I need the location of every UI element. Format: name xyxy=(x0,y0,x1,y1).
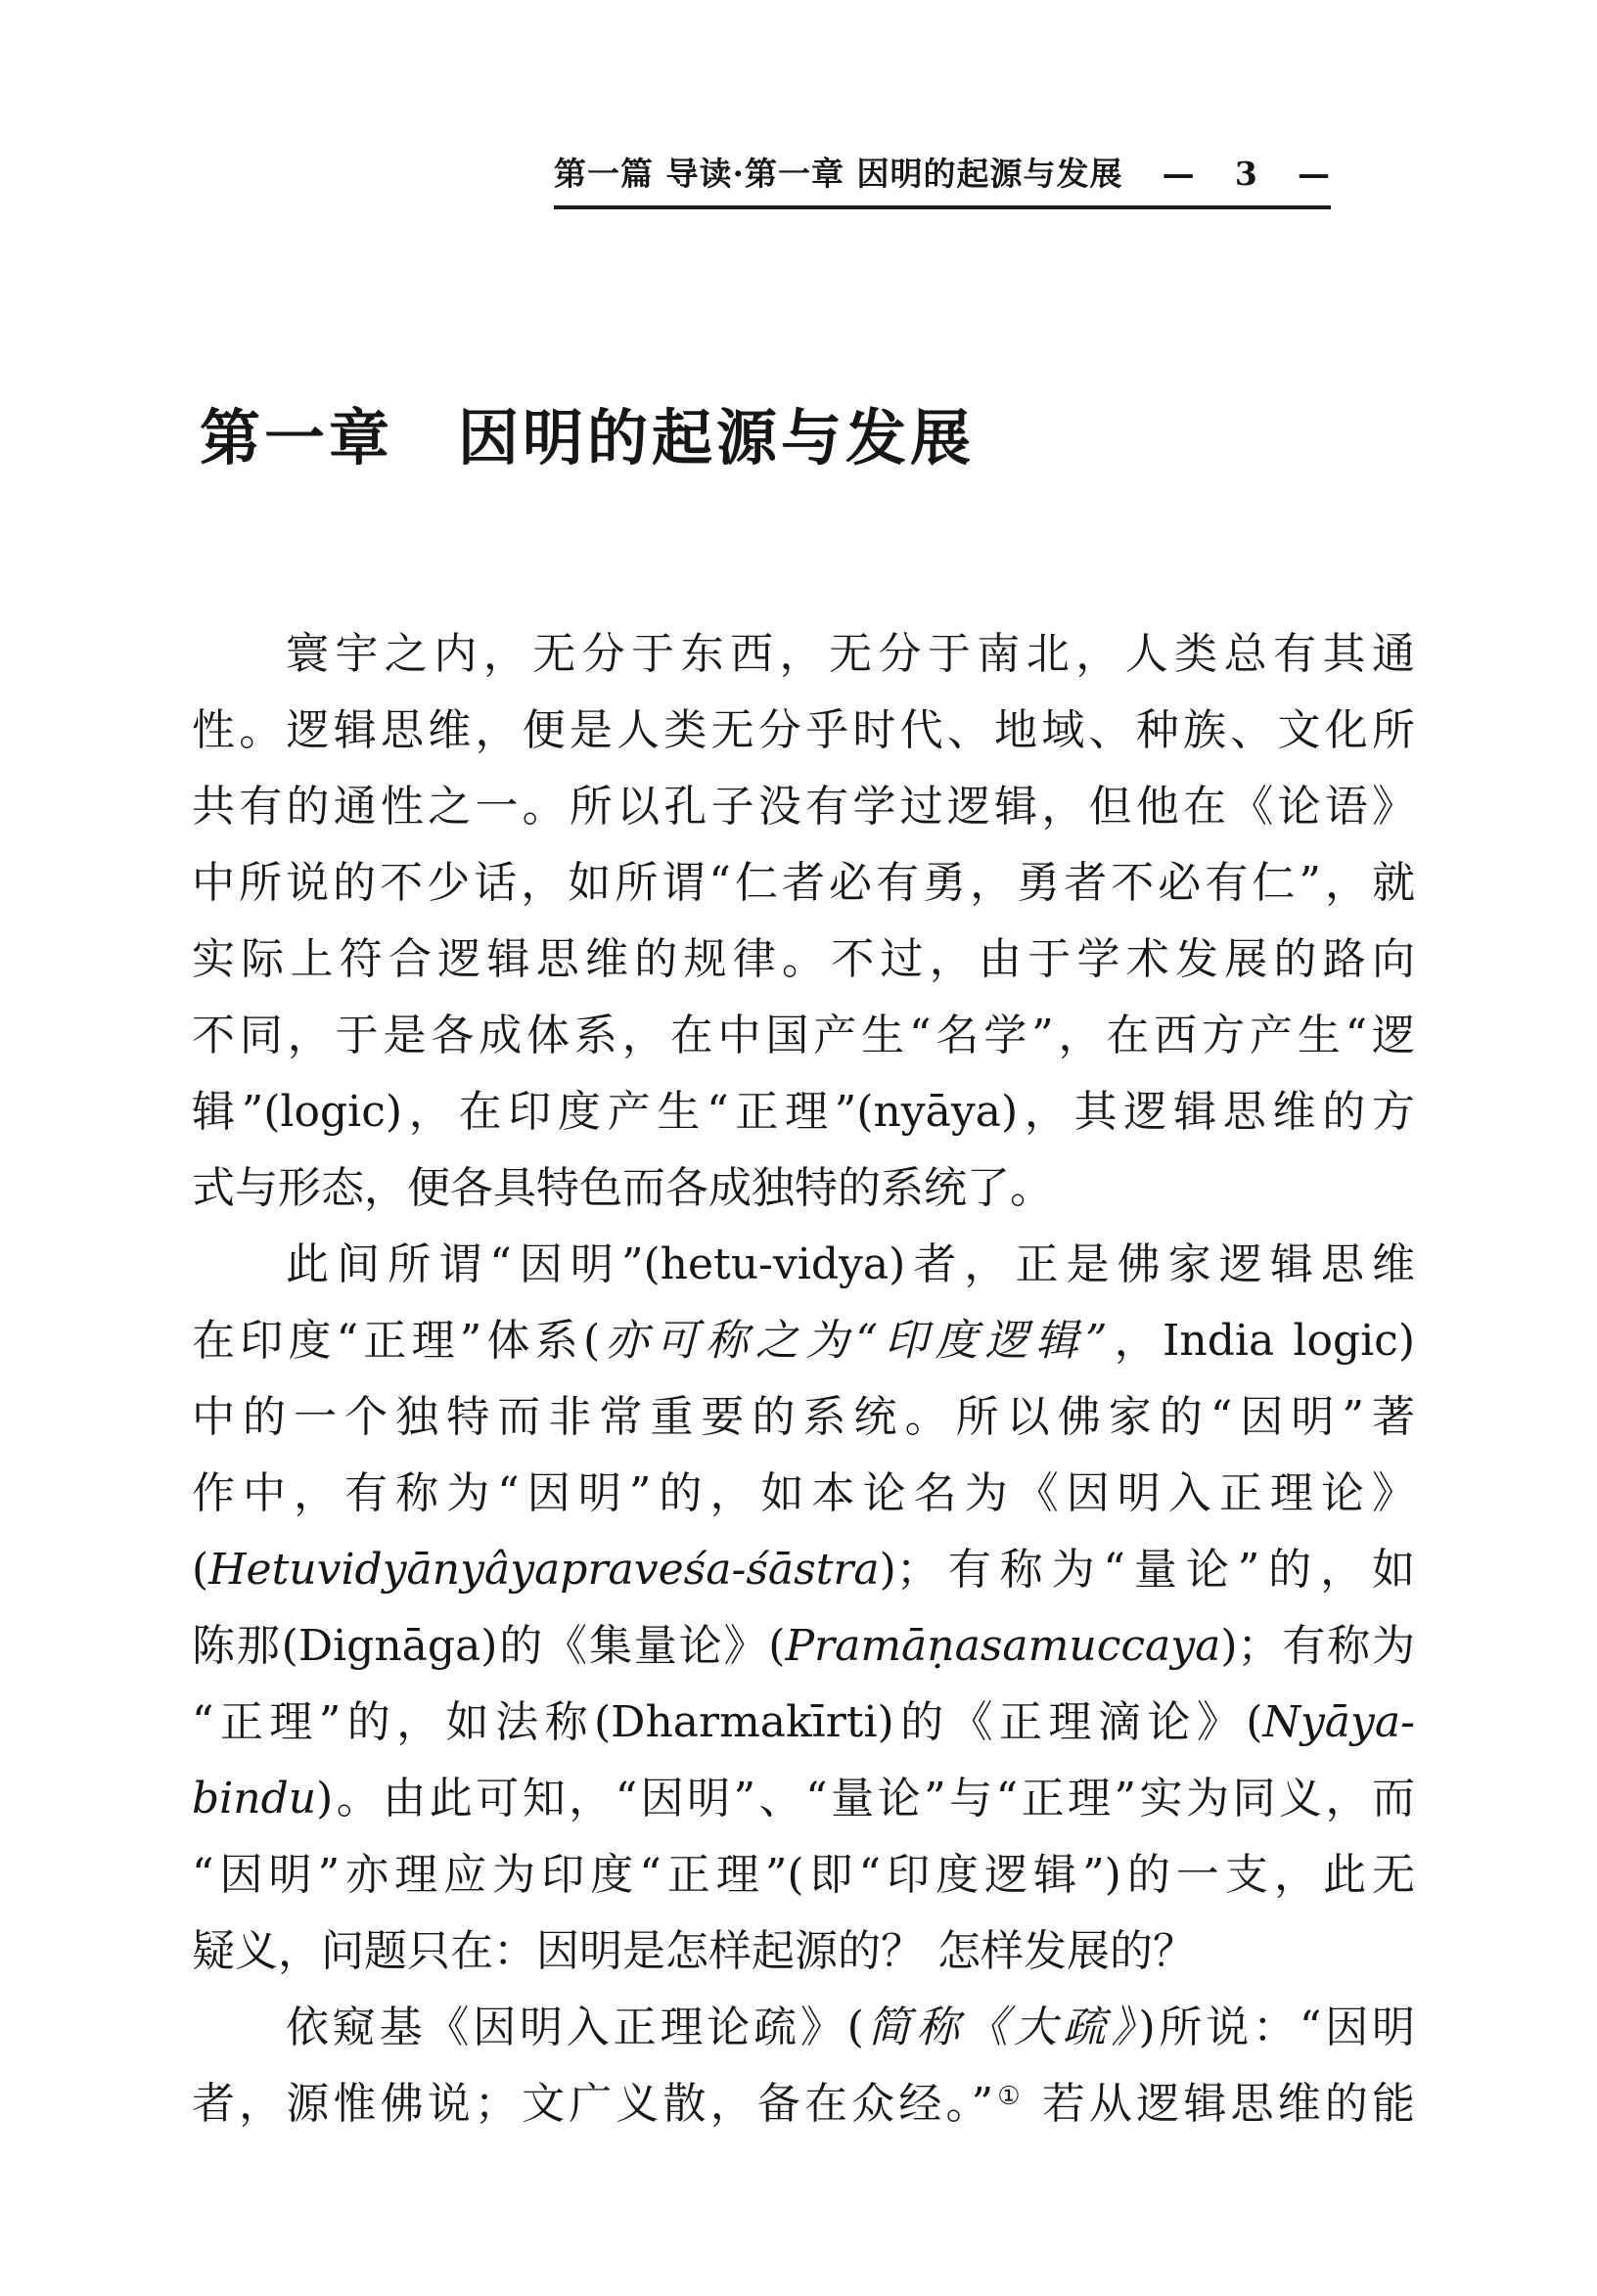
text-segment: )；有称为“量论”的，如 xyxy=(879,1545,1415,1595)
text-segment: Hetuvidyānyâyapraveśa-śāstra xyxy=(208,1545,880,1595)
text-line xyxy=(192,2066,1415,2142)
text-segment: Nyāya- xyxy=(1262,1697,1415,1747)
text-segment: 寰宇之内，无分于东西，无分于南北，人类总有其通 xyxy=(286,629,1415,679)
text-line xyxy=(192,1685,1415,1761)
text-line xyxy=(192,1456,1415,1532)
text-line xyxy=(192,616,1415,693)
text-line xyxy=(192,769,1415,845)
text-segment: 亦可称之为“印度逻辑” xyxy=(600,1316,1110,1366)
text-segment: 简称《大疏》 xyxy=(863,2003,1139,2052)
running-header-text: 第一篇 导读·第一章 因明的起源与发展 xyxy=(554,155,1123,193)
text-line xyxy=(192,1303,1415,1379)
text-segment: 中的一个独特而非常重要的系统。所以佛家的“因明”著 xyxy=(192,1392,1415,1442)
text-segment: 若从逻辑思维的能 xyxy=(1024,2079,1415,2129)
text-line xyxy=(192,1761,1415,1837)
text-segment: 辑”(logic)，在印度产生“正理”(nyāya)，其逻辑思维的方 xyxy=(192,1087,1415,1137)
text-segment: 者，源惟佛说；文广义散，备在众经。” xyxy=(192,2079,994,2129)
text-segment: 共有的通性之一。所以孔子没有学过逻辑，但他在《论语》 xyxy=(192,782,1415,832)
text-line xyxy=(192,845,1415,922)
text-segment: 不同，于是各成体系，在中国产生“名学”，在西方产生“逻 xyxy=(192,1011,1415,1060)
text-segment: )所说：“因明 xyxy=(1138,2003,1415,2052)
header-dash-right: — xyxy=(1298,155,1331,193)
text-segment: ，India logic) xyxy=(1109,1316,1415,1366)
text-segment: 式与形态，便各具特色而各成独特的系统了。 xyxy=(192,1163,1053,1213)
text-segment: bindu xyxy=(192,1774,317,1823)
text-line xyxy=(192,1913,1415,1990)
text-line xyxy=(192,1074,1415,1150)
text-line xyxy=(192,998,1415,1074)
text-segment: “因明”亦理应为印度“正理”(即“印度逻辑”)的一支，此无 xyxy=(192,1850,1415,1900)
text-segment: 在印度“正理”体系( xyxy=(192,1316,601,1366)
running-header xyxy=(554,149,1331,209)
chapter-title: 第一章 因明的起源与发展 xyxy=(200,402,976,473)
text-segment: ( xyxy=(192,1545,209,1595)
text-line xyxy=(192,1990,1415,2066)
text-line xyxy=(192,1379,1415,1456)
text-segment: ① xyxy=(993,2082,1025,2111)
text-segment: 陈那(Dignāga)的《集量论》( xyxy=(192,1621,786,1671)
text-line xyxy=(192,1150,1415,1227)
text-segment: )。由此可知，“因明”、“量论”与“正理”实为同义，而 xyxy=(316,1774,1415,1823)
text-segment: “正理”的，如法称(Dharmakīrti)的《正理滴论》( xyxy=(192,1697,1263,1747)
text-segment: 疑义，问题只在：因明是怎样起源的？ 怎样发展的？ xyxy=(192,1926,1196,1976)
text-segment: 作中，有称为“因明”的，如本论名为《因明入正理论》 xyxy=(192,1468,1415,1518)
text-line xyxy=(192,1532,1415,1608)
text-line xyxy=(192,693,1415,769)
text-line xyxy=(192,1608,1415,1685)
header-dash-left: — xyxy=(1162,155,1196,193)
body-text xyxy=(192,616,1415,2142)
text-segment: 性。逻辑思维，便是人类无分乎时代、地域、种族、文化所 xyxy=(192,705,1415,755)
text-line xyxy=(192,922,1415,998)
page-number: 3 xyxy=(1234,155,1258,193)
text-line xyxy=(192,1227,1415,1303)
text-segment: )；有称为 xyxy=(1220,1621,1415,1671)
text-segment: 依窥基《因明入正理论疏》( xyxy=(286,2003,864,2052)
text-segment: 此间所谓“因明”(hetu-vidya)者，正是佛家逻辑思维 xyxy=(286,1239,1415,1289)
text-segment: Pramāṇasamuccaya xyxy=(785,1621,1221,1671)
text-segment: 实际上符合逻辑思维的规律。不过，由于学术发展的路向 xyxy=(192,934,1415,984)
text-segment: 中所说的不少话，如所谓“仁者必有勇，勇者不必有仁”，就 xyxy=(192,858,1415,908)
text-line xyxy=(192,1837,1415,1913)
